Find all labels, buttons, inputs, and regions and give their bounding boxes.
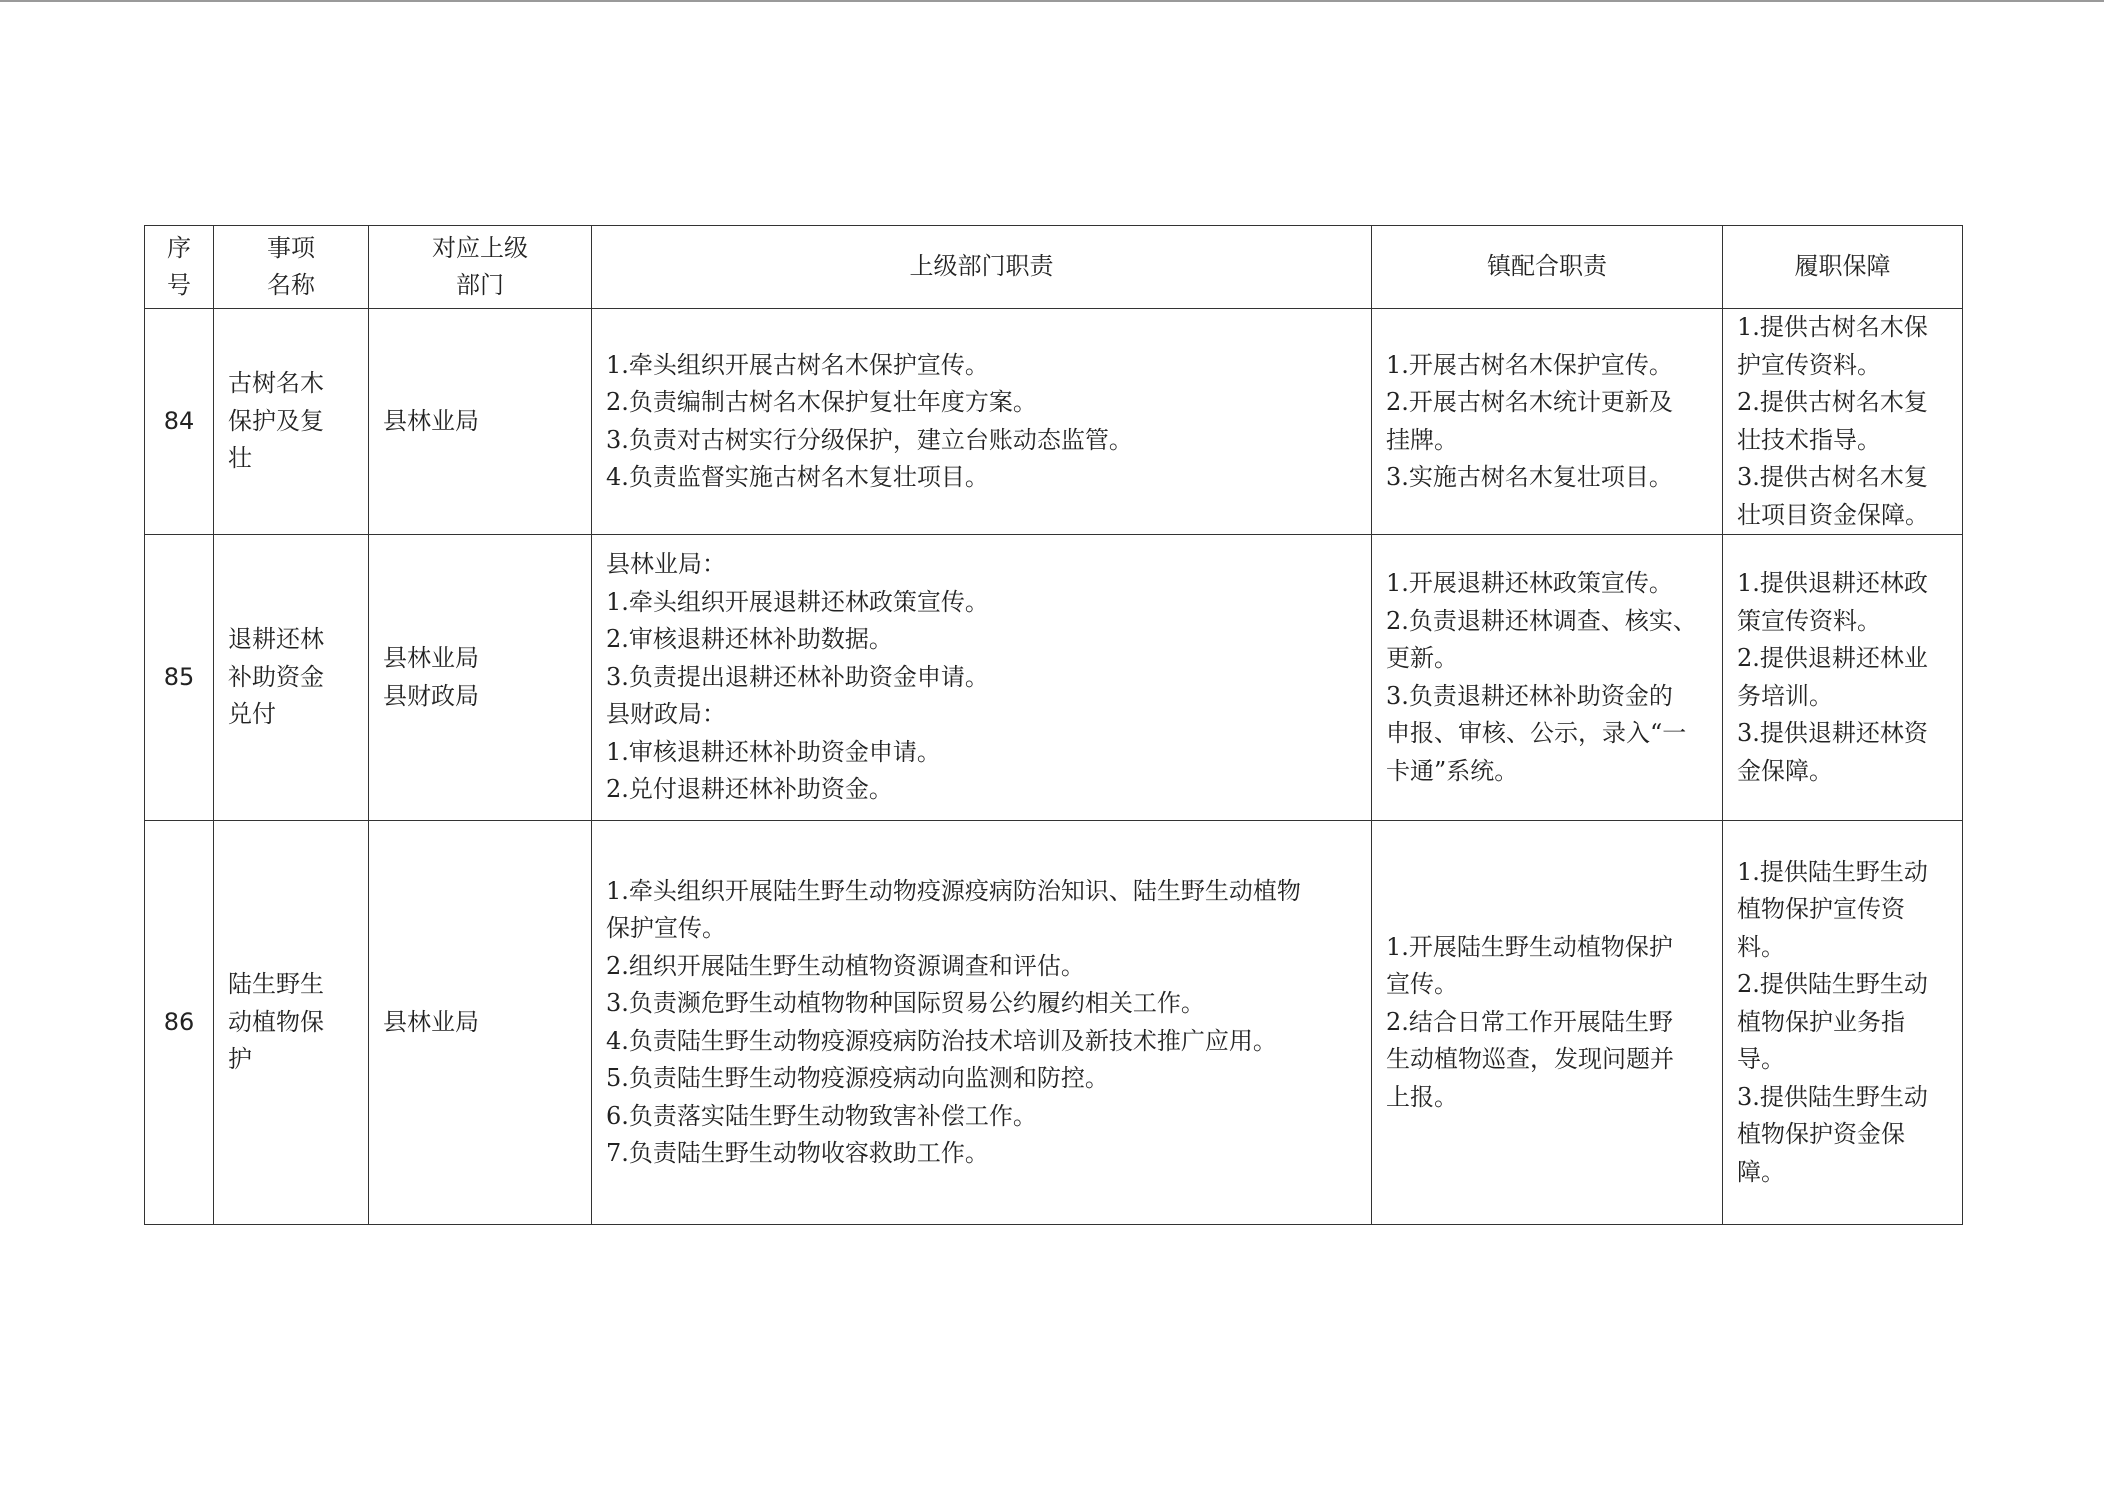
header-seq-line-1: 序 [167, 233, 191, 262]
item-name-line: 壮 [228, 444, 252, 473]
town-line: 1.开展退耕还林政策宣传。 [1386, 569, 1673, 597]
item-name-line: 兑付 [228, 700, 276, 729]
header-upper-dept [369, 226, 592, 309]
guarantee-line: 策宣传资料。 [1737, 606, 1881, 635]
header-seq-line-2: 号 [167, 271, 191, 299]
row-seq: 85 [145, 535, 214, 821]
row-item-name [214, 309, 369, 535]
town-line: 挂牌。 [1386, 425, 1458, 454]
guarantee-line: 2.提供古树名木复 [1737, 388, 1928, 416]
guarantee-line: 3.提供退耕还林资 [1737, 719, 1928, 747]
duty-line: 县林业局： [606, 550, 726, 579]
duty-line: 4.负责陆生野生动物疫源疫病防治技术培训及新技术推广应用。 [606, 1026, 1277, 1055]
duty-line: 2.审核退耕还林补助数据。 [606, 625, 893, 654]
town-line: 申报、审核、公示，录入“一 [1386, 719, 1687, 747]
guarantee-line: 务培训。 [1737, 681, 1833, 710]
item-name-line: 补助资金 [228, 662, 324, 691]
duty-line: 3.负责提出退耕还林补助资金申请。 [606, 662, 989, 691]
page-top-rule [0, 0, 2104, 2]
guarantee-line: 1.提供退耕还林政 [1737, 569, 1928, 597]
header-town-duties: 镇配合职责 [1372, 226, 1723, 309]
header-item-name [214, 226, 369, 309]
item-name-line: 动植物保 [228, 1007, 324, 1036]
table-row [145, 309, 1963, 535]
item-name-line: 护 [228, 1045, 252, 1074]
town-line: 1.开展古树名木保护宣传。 [1386, 350, 1673, 379]
town-line: 卡通”系统。 [1386, 756, 1519, 785]
town-line: 生动植物巡查，发现问题并 [1386, 1045, 1674, 1074]
guarantee-line: 2.提供退耕还林业 [1737, 644, 1928, 672]
duty-line: 1.审核退耕还林补助资金申请。 [606, 737, 941, 766]
header-seq [145, 226, 214, 309]
row-seq: 84 [145, 309, 214, 535]
header-guarantee: 履职保障 [1723, 226, 1963, 309]
dept-line: 县林业局 [383, 1007, 479, 1036]
duty-line: 县财政局： [606, 700, 726, 729]
town-line: 3.负责退耕还林补助资金的 [1386, 681, 1673, 710]
row-item-name [214, 535, 369, 821]
town-line: 1.开展陆生野生动植物保护 [1386, 932, 1673, 961]
item-name-line: 退耕还林 [228, 625, 324, 654]
guarantee-line: 料。 [1737, 932, 1785, 961]
row-upper-dept [369, 535, 592, 821]
table-row [145, 821, 1963, 1225]
row-upper-dept [369, 821, 592, 1225]
duty-line: 2.组织开展陆生野生动植物资源调查和评估。 [606, 951, 1085, 980]
duty-line: 7.负责陆生野生动物收容救助工作。 [606, 1139, 989, 1167]
town-line: 上报。 [1386, 1082, 1458, 1111]
row-seq: 86 [145, 821, 214, 1225]
town-line: 2.负责退耕还林调查、核实、 [1386, 606, 1697, 635]
guarantee-line: 植物保护业务指 [1737, 1007, 1905, 1036]
duty-line: 2.兑付退耕还林补助资金。 [606, 775, 893, 804]
duty-line: 6.负责落实陆生野生动物致害补偿工作。 [606, 1101, 1037, 1130]
row-town-duties [1372, 309, 1723, 535]
town-line: 2.开展古树名木统计更新及 [1386, 388, 1673, 416]
duty-line: 3.负责对古树实行分级保护，建立台账动态监管。 [606, 425, 1133, 454]
dept-line: 县财政局 [383, 681, 479, 710]
guarantee-line: 植物保护资金保 [1737, 1120, 1905, 1149]
duty-line: 4.负责监督实施古树名木复壮项目。 [606, 463, 989, 491]
town-line: 3.实施古树名木复壮项目。 [1386, 463, 1673, 491]
header-upper-dept-line-2: 部门 [456, 271, 504, 299]
guarantee-line: 障。 [1737, 1157, 1785, 1186]
row-guarantee [1723, 821, 1963, 1225]
town-line: 更新。 [1386, 644, 1458, 672]
row-item-name [214, 821, 369, 1225]
duties-table [144, 225, 1963, 1225]
header-item-name-line-1: 事项 [267, 233, 315, 262]
item-name-line: 古树名木 [228, 369, 324, 398]
guarantee-line: 壮技术指导。 [1737, 425, 1881, 454]
duty-line: 1.牵头组织开展古树名木保护宣传。 [606, 350, 989, 379]
duty-line: 1.牵头组织开展退耕还林政策宣传。 [606, 587, 989, 616]
guarantee-line: 植物保护宣传资 [1737, 895, 1905, 924]
guarantee-line: 护宣传资料。 [1737, 350, 1881, 379]
row-upper-dept [369, 309, 592, 535]
header-upper-duties: 上级部门职责 [592, 226, 1372, 309]
duty-line: 保护宣传。 [606, 914, 726, 942]
duty-line: 3.负责濒危野生动植物物种国际贸易公约履约相关工作。 [606, 989, 1205, 1017]
row-upper-duties [592, 535, 1372, 821]
town-line: 宣传。 [1386, 970, 1458, 999]
row-guarantee [1723, 535, 1963, 821]
row-town-duties [1372, 821, 1723, 1225]
row-upper-duties [592, 821, 1372, 1225]
guarantee-line: 3.提供古树名木复 [1737, 463, 1928, 491]
header-item-name-line-2: 名称 [267, 271, 315, 299]
duty-line: 1.牵头组织开展陆生野生动物疫源疫病防治知识、陆生野生动植物 [606, 876, 1301, 905]
guarantee-line: 3.提供陆生野生动 [1737, 1082, 1928, 1111]
header-upper-dept-line-1: 对应上级 [432, 233, 528, 262]
guarantee-line: 1.提供陆生野生动 [1737, 857, 1928, 886]
row-guarantee [1723, 309, 1963, 535]
duty-line: 2.负责编制古树名木保护复壮年度方案。 [606, 388, 1037, 416]
item-name-line: 保护及复 [228, 406, 324, 435]
row-town-duties [1372, 535, 1723, 821]
item-name-line: 陆生野生 [228, 970, 324, 999]
guarantee-line: 导。 [1737, 1045, 1785, 1074]
duty-line: 5.负责陆生野生动物疫源疫病动向监测和防控。 [606, 1064, 1109, 1092]
guarantee-line: 2.提供陆生野生动 [1737, 970, 1928, 999]
dept-line: 县林业局 [383, 644, 479, 672]
header-row [145, 226, 1963, 309]
guarantee-line: 壮项目资金保障。 [1737, 500, 1929, 529]
row-upper-duties [592, 309, 1372, 535]
guarantee-line: 金保障。 [1737, 756, 1833, 785]
table-row [145, 535, 1963, 821]
guarantee-line: 1.提供古树名木保 [1737, 313, 1928, 341]
town-line: 2.结合日常工作开展陆生野 [1386, 1007, 1673, 1036]
dept-line: 县林业局 [383, 406, 479, 435]
